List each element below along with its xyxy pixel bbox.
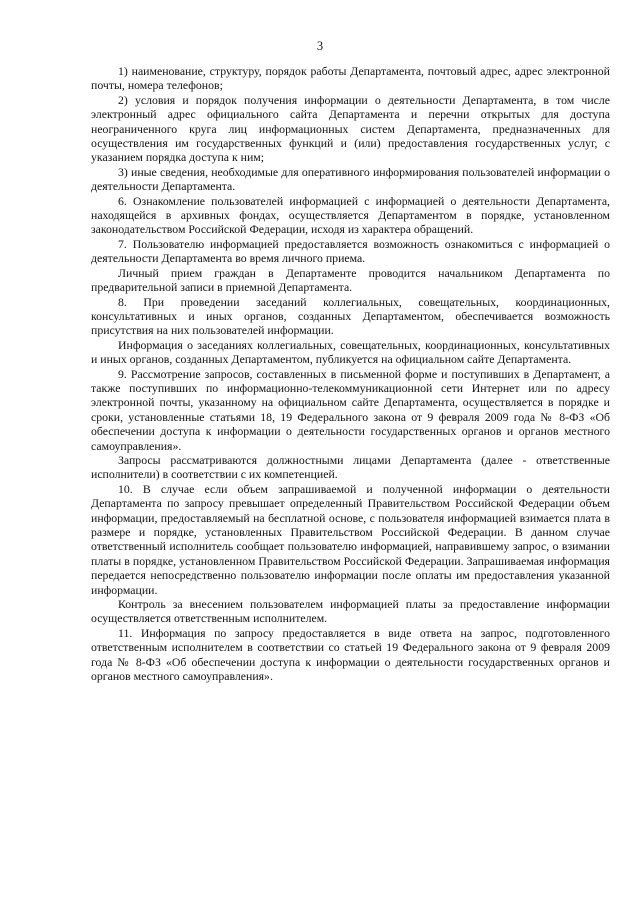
page-number: 3 <box>316 39 324 53</box>
paragraph-clause-8: 8. При проведении заседаний коллегиальных, совещательных, координационных, консультативных и иных органов, созданных Департаментом, обеспечивается возможность присутствия на них пользователей информации. <box>91 294 610 338</box>
paragraph-personal-reception: Личный прием граждан в Департаменте проводится начальником Департамента по предварительной записи в приемной Департамента. <box>91 265 610 295</box>
paragraph-item-2: 2) условия и порядок получения информации о деятельности Департамента, в том числе электронный адрес официального сайта Департамента и перечни открытых для доступа неограниченного круга лиц информационных систем Департамента, предназначенных для осуществления им государственных функций и (или) предоставления государственных услуг, с указанием порядка доступа к ним; <box>91 92 610 165</box>
paragraph-clause-9: 9. Рассмотрение запросов, составленных в письменной форме и поступивших в Департамент, а также поступивших по информационно-телекоммуникационной сети Интернет или по адресу электронной почты, указанному на официальном сайте Департамента, осуществляется в порядке и сроки, установленные статьями 18, 19 Федерального закона от 9 февраля 2009 года № 8-ФЗ «Об обеспечении доступа к информации о деятельности государственных органов и органов местного самоуправления». <box>91 366 610 453</box>
paragraph-clause-7: 7. Пользователю информацией предоставляется возможность ознакомиться с информацией о деятельности Департамента во время личного приема. <box>91 236 610 266</box>
paragraph-item-3: 3) иные сведения, необходимые для оперативного информирования пользователей информации о деятельности Департамента. <box>91 164 610 194</box>
paragraph-payment-control: Контроль за внесением пользователем информацией платы за предоставление информации осуществляется ответственным исполнителем. <box>91 597 610 626</box>
paragraph-clause-10: 10. В случае если объем запрашиваемой и полученной информации о деятельности Департамента по запросу превышает определенный Правительством Российской Федерации объем информации, предоставляемый на бесплатной основе, с пользователя информацией взимается плата в размере и порядке, установленных Правительством Российской Федерации. В данном случае ответственный исполнитель сообщает пользователю информацией, направившему запрос, о взимании платы в порядке, установленном Правительством Российской Федерации. Запрашиваемая информация передается непосредственно пользователю информации после оплаты им предоставления указанной информации. <box>91 481 610 597</box>
paragraph-item-1: 1) наименование, структуру, порядок работы Департамента, почтовый адрес, адрес электронной почты, номера телефонов; <box>91 64 610 93</box>
paragraph-clause-11: 11. Информация по запросу предоставляется в виде ответа на запрос, подготовленного ответственным исполнителем в соответствии со статьей 19 Федерального закона от 9 февраля 2009 года № 8-ФЗ «Об обеспечении доступа к информации о деятельности государственных органов и органов местного самоуправления». <box>91 625 610 684</box>
paragraph-requests-review: Запросы рассматриваются должностными лицами Департамента (далее - ответственные исполнители) в соответствии с их компетенцией. <box>91 452 610 482</box>
document-body <box>91 64 610 683</box>
paragraph-clause-6: 6. Ознакомление пользователей информацией с информацией о деятельности Департамента, находящейся в архивных фондах, осуществляется Департаментом в порядке, установленном законодательством Российской Федерации, исходя из характера обращений. <box>91 193 610 237</box>
paragraph-meetings-info: Информация о заседаниях коллегиальных, совещательных, координационных, консультативных и иных органов, созданных Департаментом, публикуется на официальном сайте Департамента. <box>91 337 610 367</box>
